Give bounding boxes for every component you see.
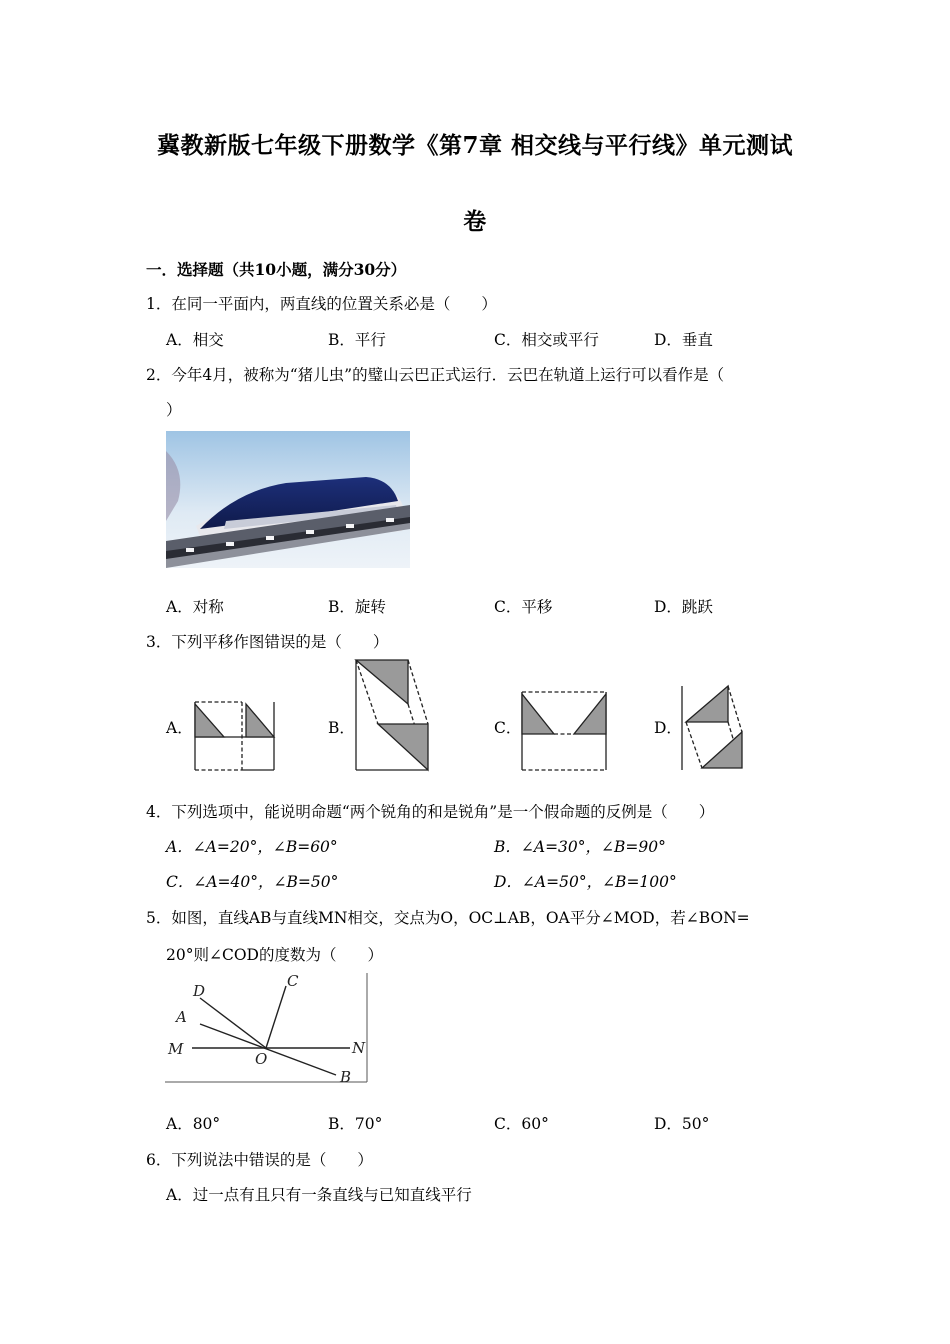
q2-option-c: C．平移 bbox=[494, 598, 553, 616]
q5-option-c: C．60° bbox=[494, 1115, 549, 1133]
q2-option-b: B．旋转 bbox=[328, 598, 386, 616]
q3-label-c: C． bbox=[494, 719, 522, 737]
q4-stem: 4．下列选项中，能说明命题“两个锐角的和是锐角”是一个假命题的反例是（ ） bbox=[146, 803, 715, 821]
section-heading: 一．选择题（共10小题，满分30分） bbox=[146, 260, 407, 279]
q3-figure-a bbox=[190, 700, 280, 774]
q5-label-b: B bbox=[340, 1068, 352, 1086]
q4-option-c: C．∠A=40°，∠B=50° bbox=[166, 873, 339, 891]
q5-label-d: D bbox=[193, 982, 206, 1000]
q1-option-a: A．相交 bbox=[166, 331, 224, 349]
page-title-line1: 冀教新版七年级下册数学《第7章 相交线与平行线》单元测试 bbox=[156, 132, 793, 159]
q4-option-a: A．∠A=20°，∠B=60° bbox=[166, 838, 338, 856]
q5-label-o: O bbox=[255, 1050, 268, 1068]
q5-label-n: N bbox=[352, 1039, 366, 1057]
q3-label-a: A． bbox=[166, 719, 193, 737]
q3-figure-d bbox=[678, 682, 748, 774]
q4-option-d: D．∠A=50°，∠B=100° bbox=[494, 873, 677, 891]
q2-stem-line2: ） bbox=[166, 401, 182, 419]
q3-label-b: B． bbox=[328, 719, 355, 737]
q5-stem-line1: 5．如图，直线AB与直线MN相交，交点为O，OC⊥AB，OA平分∠MOD，若∠BON= bbox=[146, 909, 750, 927]
q5-label-c: C bbox=[287, 972, 299, 990]
monorail-photo bbox=[166, 431, 410, 568]
q5-geometry-figure bbox=[164, 972, 368, 1086]
q5-option-b: B．70° bbox=[328, 1115, 383, 1133]
q5-stem-line2: 20°则∠COD的度数为（ ） bbox=[166, 946, 383, 964]
q4-option-b: B．∠A=30°，∠B=90° bbox=[494, 838, 666, 856]
q3-label-d: D． bbox=[654, 719, 682, 737]
q6-stem: 6．下列说法中错误的是（ ） bbox=[146, 1151, 373, 1169]
q6-option-a: A．过一点有且只有一条直线与已知直线平行 bbox=[166, 1186, 472, 1204]
q5-label-m: M bbox=[168, 1040, 184, 1058]
q1-option-c: C．相交或平行 bbox=[494, 331, 599, 349]
page-title-line2: 卷 bbox=[463, 208, 487, 235]
q5-option-d: D．50° bbox=[654, 1115, 710, 1133]
q2-stem-line1: 2．今年4月，被称为“猪儿虫”的璧山云巴正式运行．云巴在轨道上运行可以看作是（ bbox=[146, 366, 725, 384]
q3-figure-c bbox=[518, 688, 612, 774]
q2-option-d: D．跳跃 bbox=[654, 598, 713, 616]
q5-label-a: A bbox=[176, 1008, 187, 1026]
q1-stem: 1．在同一平面内，两直线的位置关系必是（ ） bbox=[146, 295, 497, 313]
q2-option-a: A．对称 bbox=[166, 598, 224, 616]
q3-figure-b bbox=[352, 656, 434, 774]
q1-option-d: D．垂直 bbox=[654, 331, 713, 349]
q1-option-b: B．平行 bbox=[328, 331, 386, 349]
q5-option-a: A．80° bbox=[166, 1115, 221, 1133]
q3-stem: 3．下列平移作图错误的是（ ） bbox=[146, 633, 389, 651]
